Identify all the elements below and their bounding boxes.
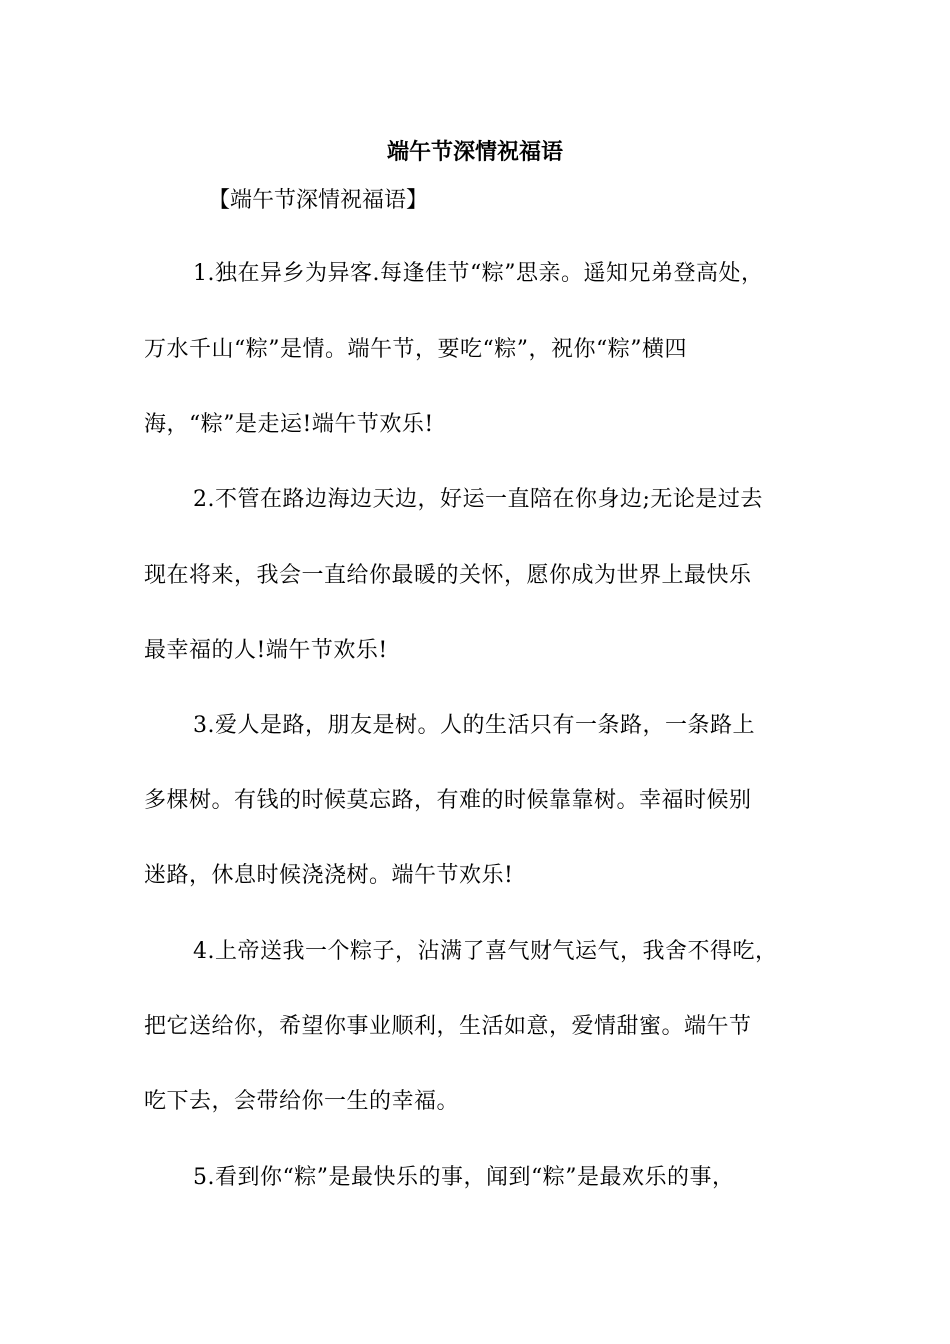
paragraph-5-line-1: 5.看到你“粽”是最快乐的事，闻到“粽”是最欢乐的事，: [193, 1165, 735, 1190]
paragraph-1-line-3: 海，“粽”是走运!端午节欢乐!: [144, 412, 434, 437]
paragraph-1-line-1: 1.独在异乡为异客.每逢佳节“粽”思亲。遥知兄弟登高处，: [193, 261, 764, 286]
paragraph-1-line-2: 万水千山“粽”是情。端午节，要吃“粽”，祝你“粽”横四: [144, 337, 687, 362]
paragraph-3-line-3: 迷路，休息时候浇浇树。端午节欢乐!: [144, 863, 514, 888]
paragraph-4-line-3: 吃下去，会带给你一生的幸福。: [144, 1089, 460, 1114]
paragraph-3-line-1: 3.爱人是路，朋友是树。人的生活只有一条路，一条路上: [193, 713, 755, 738]
paragraph-4-line-1: 4.上帝送我一个粽子，沾满了喜气财气运气，我舍不得吃，: [193, 939, 778, 964]
paragraph-2-line-3: 最幸福的人!端午节欢乐!: [144, 638, 388, 663]
document-subtitle: 【端午节深情祝福语】: [208, 188, 429, 213]
paragraph-2-line-1: 2.不管在路边海边天边，好运一直陪在你身边;无论是过去: [193, 487, 763, 512]
document-title: 端午节深情祝福语: [386, 139, 563, 165]
paragraph-3-line-2: 多棵树。有钱的时候莫忘路，有难的时候靠靠树。幸福时候别: [144, 788, 752, 813]
paragraph-2-line-2: 现在将来，我会一直给你最暖的关怀，愿你成为世界上最快乐: [144, 563, 752, 588]
paragraph-4-line-2: 把它送给你，希望你事业顺利，生活如意，爱情甜蜜。端午节: [144, 1014, 752, 1039]
